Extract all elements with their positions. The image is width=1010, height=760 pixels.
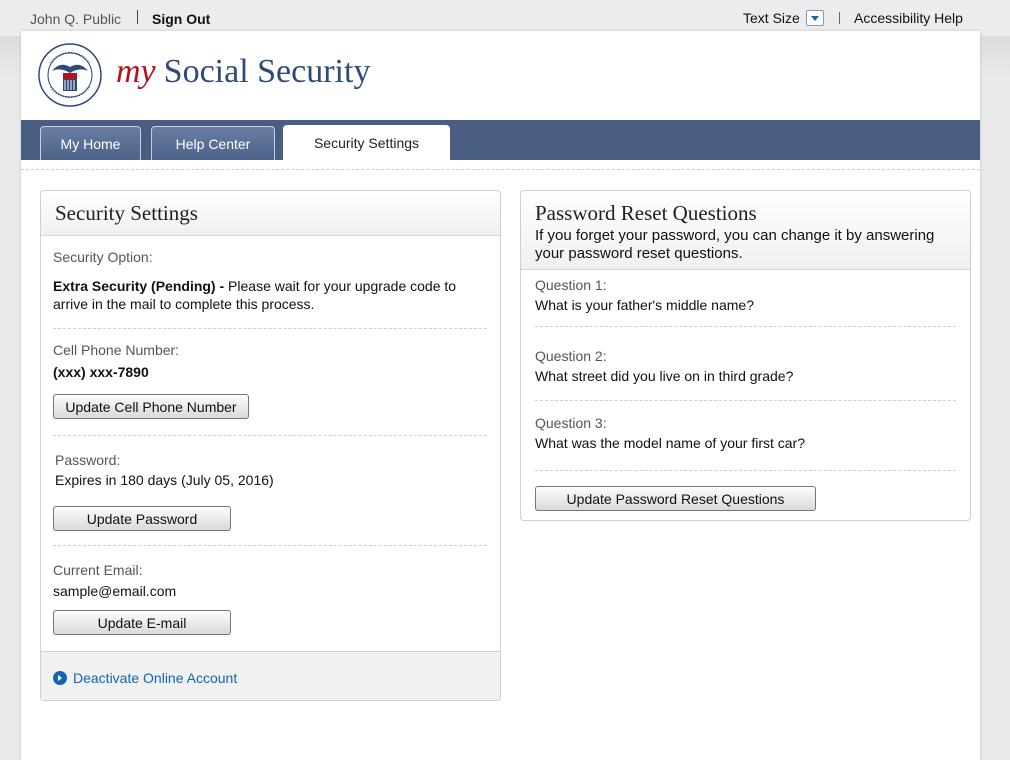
divider: [137, 10, 138, 24]
accessibility-help-link[interactable]: Accessibility Help: [854, 10, 963, 26]
security-settings-title: Security Settings: [55, 201, 198, 225]
main-card: [21, 31, 980, 760]
user-name: John Q. Public: [30, 11, 122, 27]
divider: [535, 400, 956, 401]
security-option-status: Extra Security (Pending) -: [53, 278, 225, 294]
divider: [535, 470, 956, 471]
question-3-label: Question 3:: [535, 415, 607, 431]
password-expiry-value: Expires in 180 days (July 05, 2016): [55, 472, 274, 488]
brand-title: [116, 53, 370, 91]
brand-name: Social Security: [163, 53, 371, 90]
question-3-text: What was the model name of your first car?: [535, 435, 805, 451]
password-label: Password:: [55, 452, 121, 468]
divider: [839, 12, 840, 24]
current-email-value: sample@email.com: [53, 583, 177, 599]
question-1-label: Question 1:: [535, 277, 607, 293]
update-email-button[interactable]: Update E-mail: [53, 610, 231, 635]
update-password-button[interactable]: Update Password: [53, 506, 231, 531]
cell-phone-value: (xxx) xxx-7890: [53, 364, 149, 380]
panel-header: [41, 191, 500, 236]
text-size-control[interactable]: [743, 10, 824, 26]
current-email-label: Current Email:: [53, 562, 143, 578]
text-size-dropdown-button[interactable]: [806, 10, 824, 26]
password-reset-subtitle: If you forget your password, you can change it by answering your password reset questions.: [535, 227, 935, 262]
security-option-value: [53, 277, 483, 313]
password-reset-panel: [520, 190, 971, 521]
deactivate-account-link[interactable]: [53, 670, 237, 686]
arrow-right-circle-icon: [53, 671, 67, 685]
password-reset-title: Password Reset Questions: [535, 201, 757, 225]
sign-out-link[interactable]: Sign Out: [152, 11, 211, 27]
text-size-label: Text Size: [743, 10, 800, 26]
deactivate-account-label: Deactivate Online Account: [73, 670, 238, 686]
divider: [21, 169, 980, 170]
tab-my-home[interactable]: My Home: [40, 126, 141, 160]
divider: [53, 328, 487, 329]
question-1-text: What is your father's middle name?: [535, 297, 754, 313]
security-option-message: Please wait for your upgrade code to arrive in the mail to complete this process.: [53, 278, 457, 312]
question-2-label: Question 2:: [535, 348, 607, 364]
divider: [53, 435, 487, 436]
cell-phone-label: Cell Phone Number:: [53, 342, 180, 358]
tab-security-settings[interactable]: Security Settings: [283, 125, 450, 160]
panel-header: [521, 191, 970, 270]
deactivate-area: [41, 651, 500, 700]
security-option-label: Security Option:: [53, 249, 153, 265]
update-cell-phone-button[interactable]: Update Cell Phone Number: [53, 394, 249, 419]
ssa-seal-logo[interactable]: [38, 43, 102, 107]
divider: [535, 326, 956, 327]
question-2-text: What street did you live on in third grade?: [535, 368, 794, 384]
security-settings-panel: [40, 190, 501, 701]
main-nav: [21, 120, 980, 160]
divider: [53, 545, 487, 546]
tab-help-center[interactable]: Help Center: [151, 126, 275, 160]
brand-my: my: [116, 53, 156, 90]
update-reset-questions-button[interactable]: Update Password Reset Questions: [535, 486, 816, 511]
chevron-down-icon: [810, 15, 820, 22]
